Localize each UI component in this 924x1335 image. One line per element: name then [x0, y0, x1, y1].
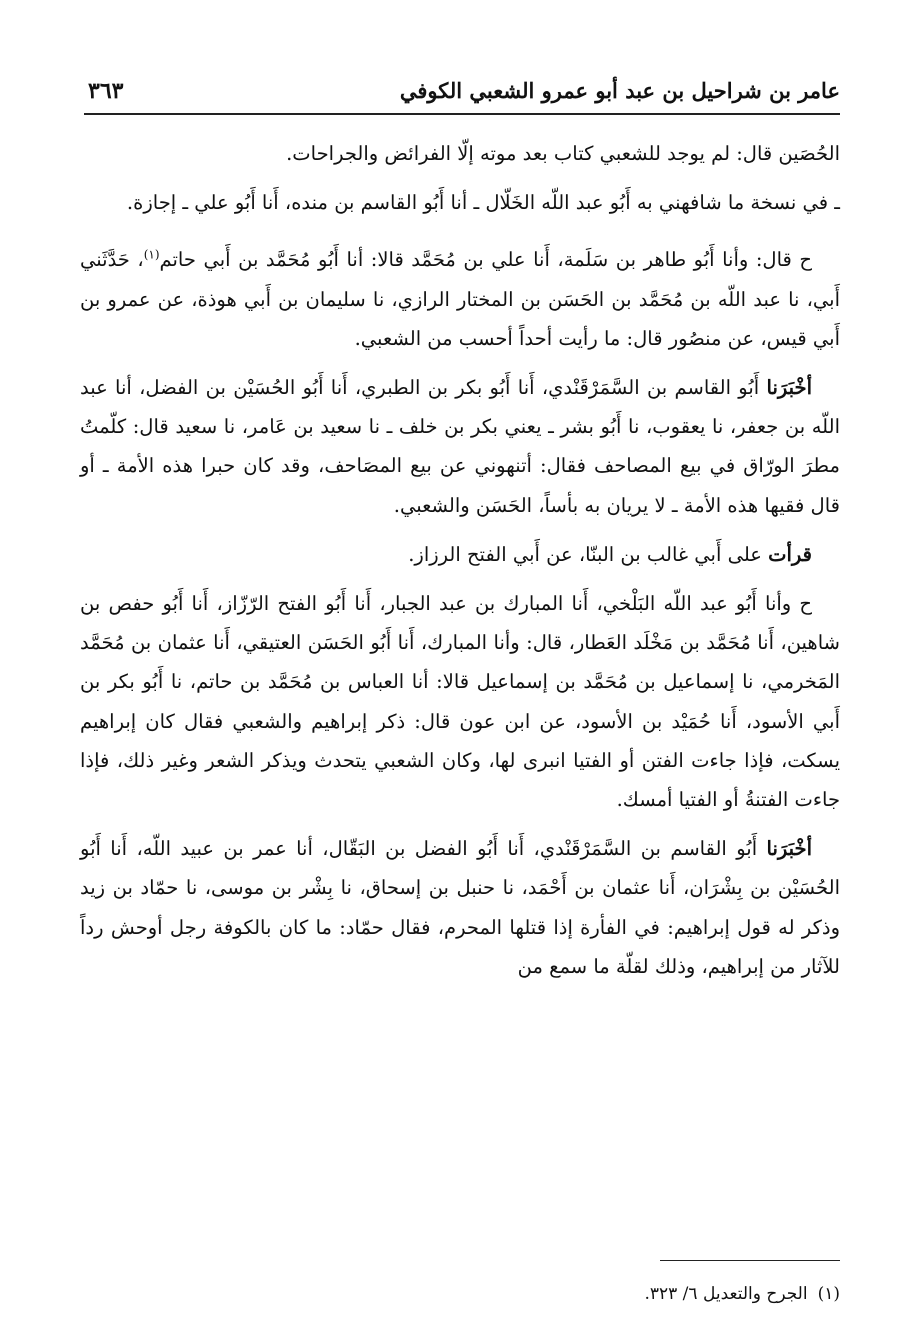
footnote-text: الجرح والتعديل ٦/ ٣٢٣. [644, 1284, 808, 1304]
footnote-number: (١) [817, 1284, 840, 1304]
footnote-rule [660, 1260, 840, 1261]
paragraph-text: أَبُو القاسم بن السَّمَرْقَنْدي، أَنا أَبُو الفضل بن البَقّال، أنا عمر بن عبيد اللّه، أَنا أَبُو الحُسَيْن بن بِشْرَان، أَنا عثمان بن أَحْمَد، نا حنبل بن إسحاق، نا بِشْر بن موسى، نا حمّاد بن زيد وذكر له قول إبراهيم: في الفأرة إذا قتلها المحرم، فقال حمّاد: ما كان بالكوفة رجل أوحش رداً للآثار من إبراهيم، وذلك لقلّة ما سمع من [80, 837, 840, 978]
paragraph-lead-word: أخْبَرَنا [766, 837, 812, 861]
paragraph-text: على أَبي غالب بن البنّا، عن أَبي الفتح الرزاز. [408, 542, 769, 566]
paragraph-text: ح قال: وأنا أَبُو طاهر بن سَلَمة، أَنا علي بن مُحَمَّد قالا: أنا أَبُو مُحَمَّد بن أَبي حاتم [159, 248, 812, 272]
paragraph-text: ـ في نسخة ما شافهني به أَبُو عبد اللّه الخَلّال ـ أنا أَبُو القاسم بن منده، أَنا أَبُو علي ـ إجازة. [126, 191, 840, 215]
body-text [80, 134, 840, 986]
paragraph-5 [80, 535, 840, 574]
paragraph-lead-word: قرأت [768, 542, 812, 566]
paragraph-4 [80, 368, 840, 525]
paragraph-text: ح وأنا أَبُو عبد اللّه البَلْخي، أَنا المبارك بن عبد الجبار، أَنا أَبُو الفتح الرّزّاز، أَنا أَبُو حفص بن شاهين، أَنا مُحَمَّد بن مَخْلَد العَطار، قال: وأنا المبارك، أَنا أَبُو الحَسَن العتيقي، أَنا عثمان بن مُحَمَّد المَخرمي، نا إسماعيل بن مُحَمَّد بن إسماعيل قالا: أنا العباس بن مُحَمَّد بن حاتم، نا أَبُو بكر بن أَبي الأسود، أَنا حُمَيْد بن الأسود، عن ابن عون قال: ذكر إبراهيم والشعبي فقال كان إبراهيم يسكت، فإذا جاءت الفتن أو الفتيا انبرى لها، وكان الشعبي يتحدث ويذكر الشعر وغير ذلك، فإذا جاءت الفتنةُ أو الفتيا أمسك. [80, 592, 840, 812]
footnote [80, 1280, 840, 1308]
paragraph-6 [80, 584, 840, 819]
paragraph-text: أَبُو القاسم بن السَّمَرْقَنْدي، أَنا أَبُو بكر بن الطبري، أَنا أَبُو الحُسَيْن بن الفضل، أنا عبد اللّه بن جعفر، نا يعقوب، نا أَبُو بشر ـ يعني بكر بن خلف ـ نا سعيد بن عَامر، نا سعيد قال: كلّمتُ مطرَ الورّاق في بيع المصاحف فقال: أتنهوني عن بيع المصَاحف، وقد كان حبرا هذه الأمة ـ أو قال فقيها هذه الأمة ـ لا يريان به بأساً، الحَسَن والشعبي. [80, 376, 840, 517]
paragraph-7 [80, 829, 840, 986]
page-number: ٣٦٣ [88, 78, 124, 104]
running-head [88, 78, 840, 114]
paragraph-3 [80, 240, 840, 358]
paragraph-2 [80, 183, 840, 222]
footnote-reference: (١) [143, 247, 160, 262]
running-head-title: عامر بن شراحيل بن عبد أبو عمرو الشعبي الكوفي [399, 78, 840, 103]
paragraph-text: الحُصَين قال: لم يوجد للشعبي كتاب بعد موته إلّا الفرائض والجراحات. [286, 142, 840, 165]
paragraph-lead-word: أخْبَرَنا [766, 376, 812, 400]
paragraph-1 [80, 134, 840, 173]
paragraph-text-continued: ، حَدَّثَني أَبي، نا عبد اللّه بن مُحَمَّد بن الحَسَن بن المختار الرازي، نا سليمان بن أَبي هوذة، عن عمرو بن أَبي قيس، عن منصُور قال: ما رأيت أحداً أحسب من الشعبي. [80, 248, 840, 350]
header-rule [84, 113, 840, 115]
